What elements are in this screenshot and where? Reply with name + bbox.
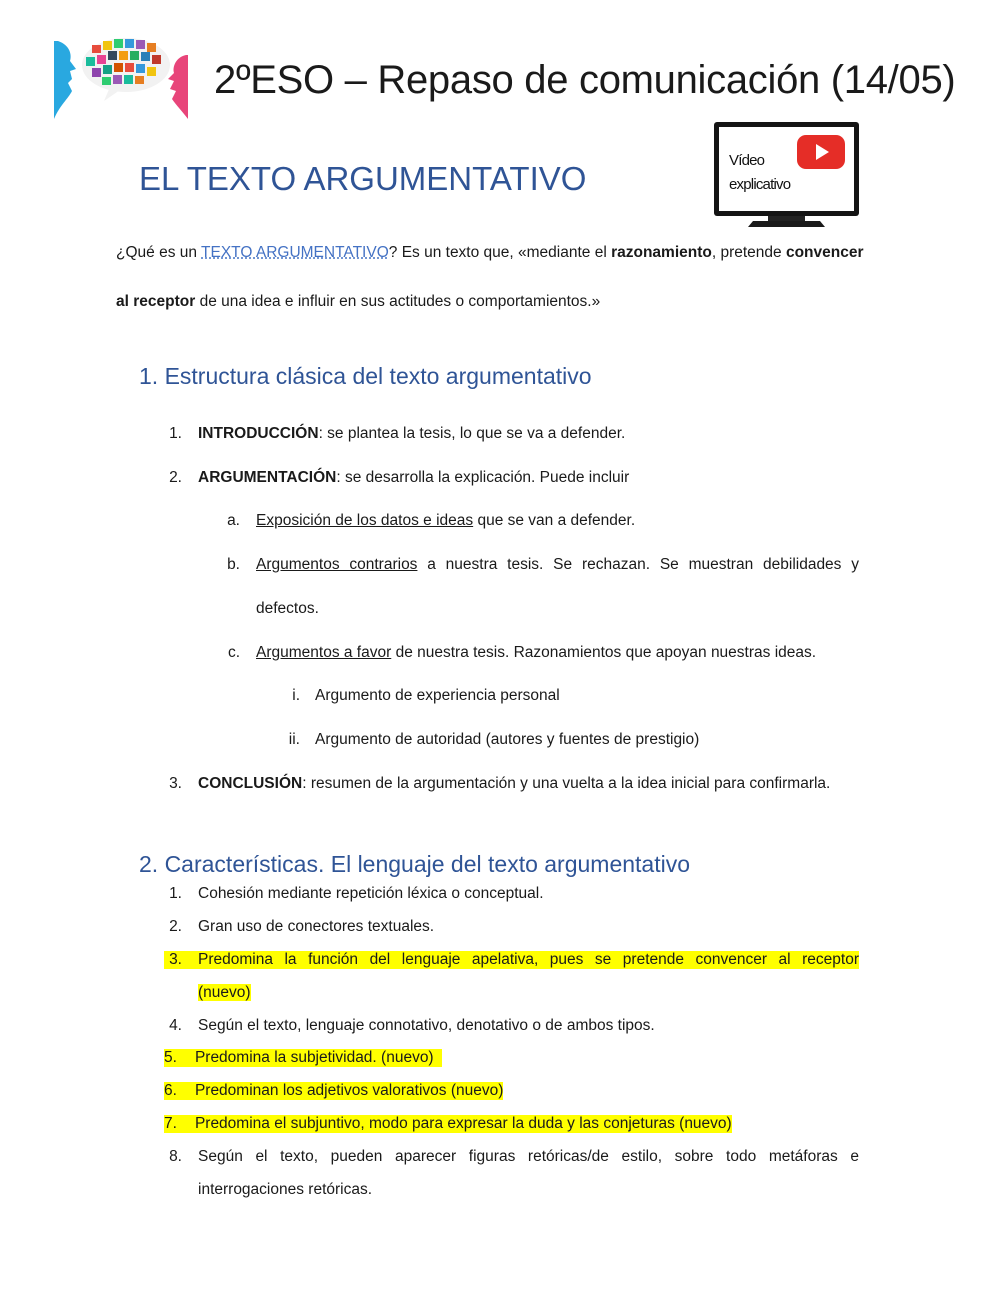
list-item-continuation: interrogaciones retóricas. xyxy=(198,1181,373,1198)
section-1-heading: 1. Estructura clásica del texto argumentativo xyxy=(139,363,592,389)
page-title: 2ºESO – Repaso de comunicación (14/05) xyxy=(214,58,956,102)
list-item-continuation: (nuevo) xyxy=(198,984,251,1001)
section-title: EL TEXTO ARGUMENTATIVO xyxy=(139,160,587,197)
list-item-continuation: defectos. xyxy=(256,600,319,617)
section-2-heading: 2. Características. El lenguaje del texto argumentativo xyxy=(139,851,691,877)
intro-line-1: ¿Qué es un TEXTO ARGUMENTATIVO? Es un texto que, «mediante el razonamiento, pretende convencer xyxy=(116,244,864,261)
video-label-line1: Vídeo xyxy=(729,152,765,169)
texto-argumentativo-link[interactable]: TEXTO ARGUMENTATIVO xyxy=(201,244,389,261)
video-label-line2: explicativo xyxy=(729,176,791,193)
video-explicativo-button[interactable] xyxy=(713,121,860,231)
intro-line-2: al receptor de una idea e influir en sus actitudes o comportamientos.» xyxy=(116,293,601,310)
video-label xyxy=(729,149,790,197)
talking-heads-logo-icon xyxy=(52,35,192,121)
youtube-play-icon xyxy=(796,134,846,170)
